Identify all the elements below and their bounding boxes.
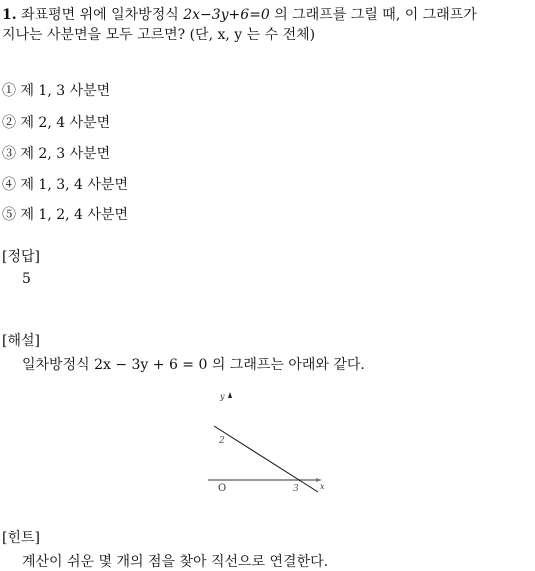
question-text-a: 좌표평면 위에 일차방정식 [21, 7, 184, 23]
question-text-b: 의 그래프를 그릴 때, 이 그래프가 [269, 7, 477, 23]
choice-1[interactable]: ① 제 1, 3 사분면 [2, 83, 111, 99]
y-axis-label: y [220, 392, 225, 401]
explanation-text: 일차방정식 2x − 3y + 6 = 0 의 그래프는 아래와 같다. [22, 357, 365, 373]
hint-heading: [힌트] [2, 530, 40, 546]
y-axis-arrowhead [228, 392, 232, 398]
x-intercept-label: 3 [293, 484, 299, 494]
choice-2[interactable]: ② 제 2, 4 사분면 [2, 115, 111, 131]
y-intercept-label: 2 [219, 436, 225, 446]
hint-text: 계산이 쉬운 몇 개의 점을 찾아 직선으로 연결한다. [22, 554, 329, 570]
question-equation: 2x−3y+6=0 [183, 7, 270, 23]
question-line-2: 지나는 사분면을 모두 고르면? (단, x, y 는 수 전체) [2, 27, 316, 43]
origin-label: O [218, 483, 227, 494]
question-number: 1. [2, 7, 17, 23]
equation-line [214, 426, 318, 492]
line-graph [200, 388, 340, 500]
answer-value: 5 [22, 271, 31, 287]
x-axis-label: x [320, 482, 325, 491]
question-line-1 [2, 4, 477, 24]
choice-5[interactable]: ⑤ 제 1, 2, 4 사분면 [2, 207, 128, 223]
answer-heading: [정답] [2, 249, 40, 265]
choice-3[interactable]: ③ 제 2, 3 사분면 [2, 146, 111, 162]
explanation-heading: [해설] [2, 333, 40, 349]
choice-4[interactable]: ④ 제 1, 3, 4 사분면 [2, 177, 128, 193]
